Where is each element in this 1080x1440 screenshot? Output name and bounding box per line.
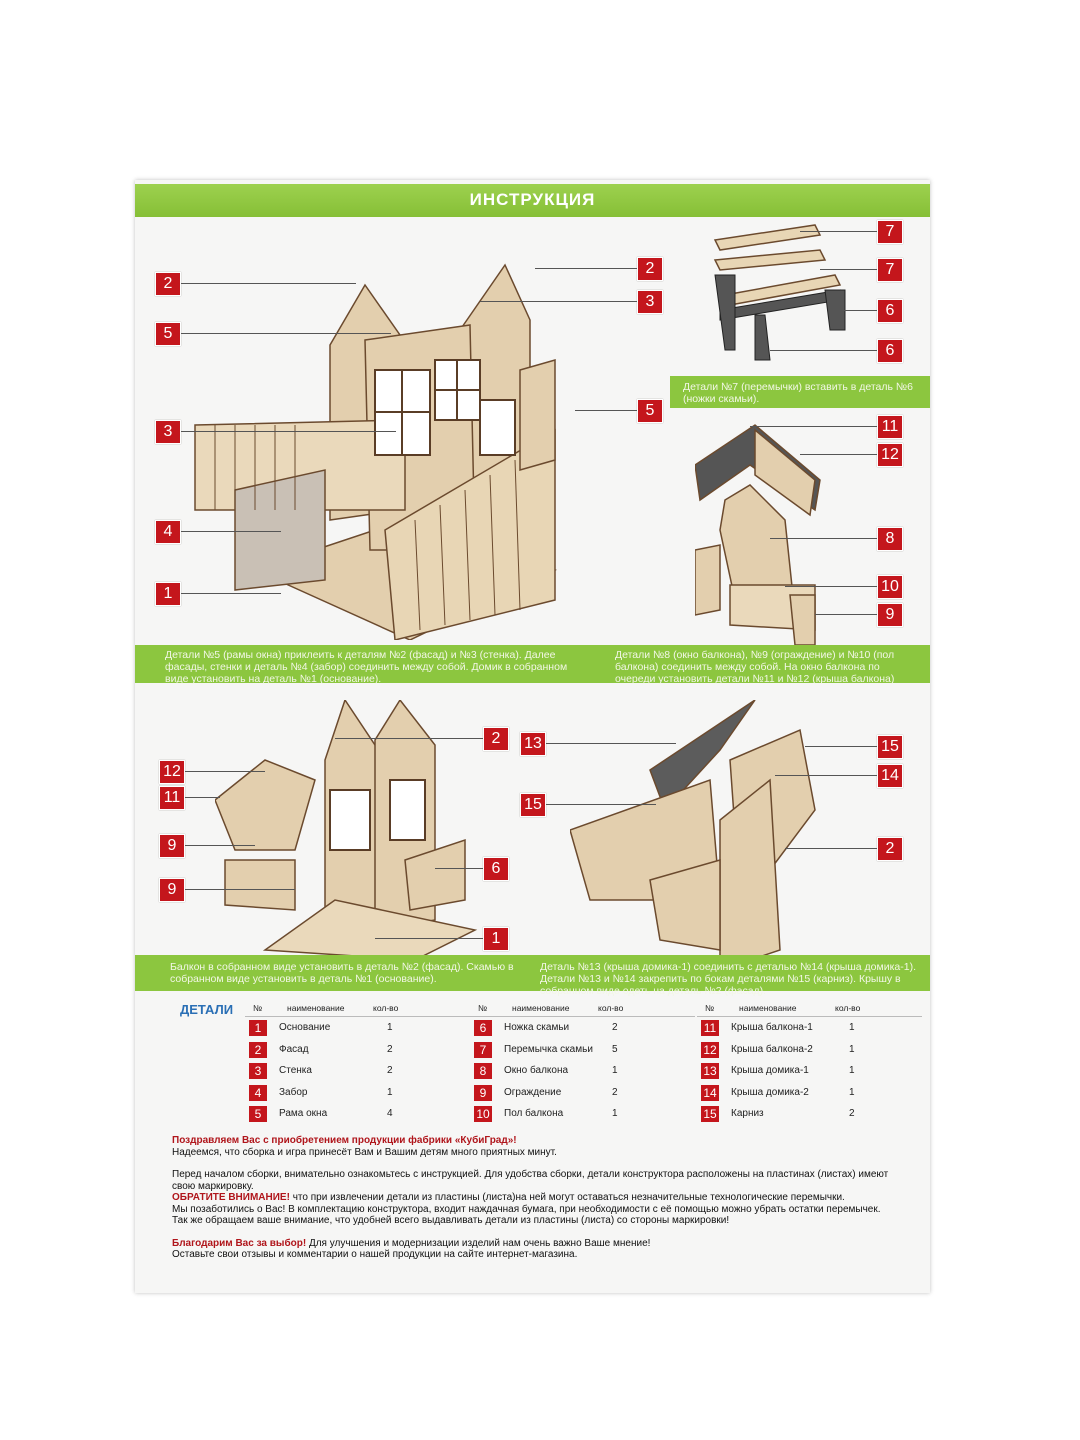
part-name: Перемычка скамьи <box>504 1043 593 1055</box>
part-name: Крыша балкона-1 <box>731 1022 813 1033</box>
callout-11-assembled: 11 <box>159 786 185 810</box>
instruction-sheet <box>135 180 930 1293</box>
callout-2-roof: 2 <box>877 837 903 861</box>
part-number: 4 <box>249 1085 267 1101</box>
part-qty: 2 <box>849 1108 855 1119</box>
part-number: 1 <box>249 1020 267 1036</box>
part-number: 9 <box>474 1085 492 1101</box>
callout-6: 6 <box>877 299 903 323</box>
callout-line <box>546 743 676 744</box>
part-number: 2 <box>249 1042 267 1058</box>
care-text: Мы позаботились о Вас! В комплектацию конструктора, входит наждачная бумага, при необходимости с её помощью можно убрать остатки перемычек. <box>172 1203 881 1215</box>
callout-3: 3 <box>155 420 181 444</box>
callout-2-assembled: 2 <box>483 727 509 751</box>
callout-7: 7 <box>877 220 903 244</box>
assembled-house-illustration <box>215 700 495 960</box>
part-row <box>697 1017 922 1039</box>
callout-8: 8 <box>877 527 903 551</box>
notes-block <box>172 1135 912 1261</box>
header-no: № <box>478 1003 488 1013</box>
callout-2: 2 <box>155 272 181 296</box>
callout-line <box>775 775 877 776</box>
leave-text: Оставьте свои отзывы и комментарии о нашей продукции на сайте интернет-магазина. <box>172 1249 578 1260</box>
header-qty: кол-во <box>373 1003 399 1013</box>
callout-11: 11 <box>877 415 903 439</box>
part-name: Ограждение <box>504 1086 562 1098</box>
caption-1: Детали №5 (рамы окна) приклеить к деталям №2 (фасад) и №3 (стенка). Далее фасады, стенки и деталь №4 (забор) соединить между собой. Домик в собранном виде установить на деталь №1 (основание). <box>165 649 568 685</box>
callout-line <box>575 410 637 411</box>
part-number: 6 <box>474 1020 492 1036</box>
callout-2b: 2 <box>637 257 663 281</box>
callout-6-assembled: 6 <box>483 857 509 881</box>
part-row <box>697 1103 922 1125</box>
part-row <box>470 1103 695 1125</box>
callout-line <box>785 586 877 587</box>
callout-line <box>800 231 877 232</box>
thanks-text: Для улучшения и модернизации изделий нам очень важно Ваше мнение! <box>306 1237 651 1249</box>
part-qty: 4 <box>387 1108 393 1119</box>
callout-12: 12 <box>877 443 903 467</box>
part-qty: 1 <box>387 1022 393 1033</box>
callout-line <box>185 845 255 846</box>
congrats-text: Поздравляем Вас с приобретением продукции фабрики «КубиГрад»! <box>172 1135 517 1146</box>
part-row <box>245 1082 470 1104</box>
caption-3: Детали №7 (перемычки) вставить в деталь №6 (ножки скамьи). <box>683 381 914 405</box>
part-qty: 1 <box>849 1065 855 1076</box>
header-name: наименование <box>512 1003 570 1013</box>
callout-line <box>770 538 877 539</box>
header-qty: кол-во <box>835 1003 861 1013</box>
part-qty: 1 <box>849 1086 855 1098</box>
callout-line <box>375 938 483 939</box>
callout-3b: 3 <box>637 290 663 314</box>
part-row <box>470 1017 695 1039</box>
callout-line <box>335 738 483 739</box>
callout-line <box>820 269 877 270</box>
callout-4: 4 <box>155 520 181 544</box>
callout-9-assembled: 9 <box>159 834 185 858</box>
header-no: № <box>253 1003 263 1013</box>
callout-5: 5 <box>155 322 181 346</box>
part-name: Крыша домика-2 <box>731 1086 809 1098</box>
callout-15: 15 <box>520 793 546 817</box>
part-qty: 1 <box>387 1086 393 1098</box>
parts-column-3 <box>697 1003 922 1125</box>
thanks-paragraph <box>172 1238 912 1250</box>
callout-1: 1 <box>155 582 181 606</box>
part-number: 13 <box>701 1063 719 1079</box>
spacer <box>172 1227 912 1238</box>
callout-line <box>185 771 265 772</box>
parts-header <box>245 1003 470 1017</box>
part-name: Крыша домика-1 <box>731 1065 809 1076</box>
attention-text: что при извлечении детали из пластины (листа)на ней могут оставаться незначительные технологические перемычки. <box>289 1192 845 1203</box>
callout-line <box>185 797 220 798</box>
parts-header <box>697 1003 922 1017</box>
caption-2: Детали №8 (окно балкона), №9 (ограждение) и №10 (пол балкона) соединить между собой. На окно балкона по очереди установить детали №11 и №12 (крыша балкона) <box>615 649 895 685</box>
bench-illustration <box>705 220 855 370</box>
callout-5b: 5 <box>637 399 663 423</box>
part-row <box>697 1082 922 1104</box>
page-title: ИНСТРУКЦИЯ <box>469 190 596 209</box>
part-number: 10 <box>474 1106 492 1122</box>
callout-line <box>535 268 637 269</box>
part-number: 3 <box>249 1063 267 1079</box>
callout-line <box>181 593 281 594</box>
part-name: Рама окна <box>279 1108 328 1119</box>
spacer <box>172 1158 912 1169</box>
part-number: 8 <box>474 1063 492 1079</box>
callout-13: 13 <box>520 732 546 756</box>
part-name: Карниз <box>731 1108 764 1119</box>
caption-4: Балкон в собранном виде установить в деталь №2 (фасад). Скамью в собранном виде установить в деталь №1 (основание). <box>170 961 514 985</box>
part-row <box>245 1017 470 1039</box>
part-number: 15 <box>701 1106 719 1122</box>
callout-line <box>181 283 356 284</box>
part-number: 5 <box>249 1106 267 1122</box>
part-name: Окно балкона <box>504 1065 569 1076</box>
part-name: Пол балкона <box>504 1108 564 1119</box>
part-qty: 2 <box>387 1043 393 1055</box>
attention-paragraph <box>172 1192 912 1204</box>
part-number: 12 <box>701 1042 719 1058</box>
parts-column-2 <box>470 1003 695 1125</box>
part-qty: 1 <box>612 1108 618 1119</box>
callout-line <box>800 454 877 455</box>
callout-1-assembled: 1 <box>483 927 509 951</box>
part-qty: 1 <box>849 1022 855 1033</box>
roof-illustration <box>570 700 850 970</box>
thanks-label: Благодарим Вас за выбор! <box>172 1237 307 1249</box>
part-row <box>245 1103 470 1125</box>
callout-line <box>770 350 877 351</box>
part-number: 14 <box>701 1085 719 1101</box>
part-qty: 1 <box>612 1065 618 1076</box>
callout-9: 9 <box>877 603 903 627</box>
callout-12-assembled: 12 <box>159 760 185 784</box>
header-qty: кол-во <box>598 1003 624 1013</box>
part-row <box>470 1082 695 1104</box>
caption-5: Деталь №13 (крыша домика-1) соединить с деталью №14 (крыша домика-1). Детали №13 и №14 закрепить по бокам деталями №15 (карниз). Крышу в собранном виде одеть на деталь №2 (фасад). <box>540 961 916 997</box>
part-row <box>245 1060 470 1082</box>
header-name: наименование <box>287 1003 345 1013</box>
also-text: Так же обращаем ваше внимание, что удобней всего выдавливать детали из пластины (листа) со стороны маркировки! <box>172 1215 730 1226</box>
callout-line <box>181 531 281 532</box>
part-qty: 1 <box>849 1043 855 1055</box>
callout-10: 10 <box>877 575 903 599</box>
part-row <box>697 1039 922 1061</box>
callout-9b-assembled: 9 <box>159 878 185 902</box>
callout-line <box>805 746 877 747</box>
part-name: Крыша балкона-2 <box>731 1043 813 1055</box>
header-no: № <box>705 1003 715 1013</box>
part-row <box>470 1060 695 1082</box>
callout-line <box>185 889 295 890</box>
part-name: Стенка <box>279 1065 312 1076</box>
attention-label: ОБРАТИТЕ ВНИМАНИЕ! <box>172 1192 290 1203</box>
parts-column-1 <box>245 1003 470 1125</box>
callout-line <box>181 333 391 334</box>
parts-header <box>470 1003 695 1017</box>
callout-14: 14 <box>877 764 903 788</box>
part-qty: 2 <box>612 1022 618 1033</box>
part-qty: 2 <box>612 1086 618 1098</box>
before-text: Перед началом сборки, внимательно ознакомьтесь с инструкцией. Для удобства сборки, детали конструктора расположены на пластинах (листах) имеют свою маркировку. <box>172 1169 889 1192</box>
callout-6b: 6 <box>877 339 903 363</box>
hope-text: Надеемся, что сборка и игра принесёт Вам и Вашим детям много приятных минут. <box>172 1146 557 1158</box>
header-name: наименование <box>739 1003 797 1013</box>
callout-7b: 7 <box>877 258 903 282</box>
callout-line <box>546 804 656 805</box>
callout-15b: 15 <box>877 735 903 759</box>
callout-line <box>750 426 877 427</box>
part-name: Забор <box>279 1086 308 1098</box>
part-name: Основание <box>279 1022 331 1033</box>
callout-line <box>480 301 637 302</box>
part-name: Фасад <box>279 1043 309 1055</box>
part-number: 7 <box>474 1042 492 1058</box>
callout-line <box>835 310 877 311</box>
callout-line <box>435 868 483 869</box>
part-number: 11 <box>701 1020 719 1036</box>
part-name: Ножка скамьи <box>504 1022 570 1033</box>
parts-title: ДЕТАЛИ <box>180 1002 234 1017</box>
part-row <box>470 1039 695 1061</box>
callout-line <box>785 848 877 849</box>
callout-line <box>815 614 877 615</box>
title-band <box>135 184 930 217</box>
part-row <box>245 1039 470 1061</box>
part-qty: 2 <box>387 1065 393 1076</box>
part-row <box>697 1060 922 1082</box>
part-qty: 5 <box>612 1043 618 1055</box>
callout-line <box>181 431 396 432</box>
